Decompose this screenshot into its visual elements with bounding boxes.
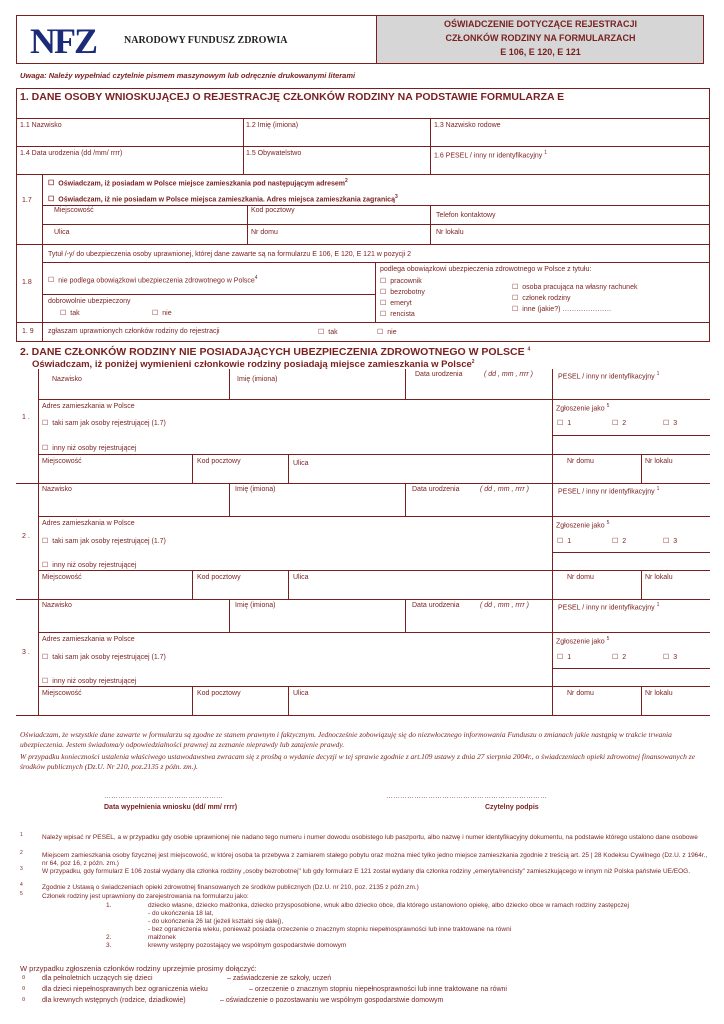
- divider: [641, 570, 642, 599]
- section2-declaration-text: Oświadczam, iż poniżej wymienieni członkowie rodziny posiadają miejsce zamieszkania w Polsce: [32, 359, 472, 371]
- zgloszenie-opt-2[interactable]: [612, 419, 626, 427]
- inny-text: inny niż osoby rejestrującej: [52, 445, 137, 452]
- divider: [288, 686, 289, 715]
- zgloszenie-label: [556, 403, 609, 412]
- checkbox[interactable]: ☐: [612, 538, 619, 545]
- nie-label: nie: [387, 329, 397, 336]
- divider: [641, 686, 642, 715]
- section2-heading: [20, 346, 530, 358]
- section2-declaration: [32, 359, 475, 370]
- checkbox[interactable]: ☐: [557, 420, 564, 427]
- checkbox[interactable]: ☐: [380, 289, 387, 296]
- ulica-label: Ulica: [293, 574, 309, 581]
- checkbox[interactable]: ☐: [42, 654, 49, 661]
- footnote-4: Zgodnie z Ustawą o świadczeniach opieki zdrowotnej finansowanych ze środków publicznych (Dz.U. nr 210, poz. 2135 z późn.zm.): [42, 884, 419, 891]
- divider: [552, 686, 710, 687]
- inny-option[interactable]: [42, 561, 136, 569]
- sign-dots[interactable]: ……………………………………………………………: [386, 793, 547, 800]
- checkbox[interactable]: ☐: [380, 311, 387, 318]
- pesel-text: PESEL / inny nr identyfikacyjny: [558, 604, 655, 612]
- divider: [552, 599, 553, 715]
- footnote-5: Członek rodziny jest uprawniony do zarejestrowania na formularzu jako:: [42, 893, 249, 900]
- divider: [641, 454, 642, 483]
- org-name: NARODOWY FUNDUSZ ZDROWIA: [124, 35, 288, 46]
- taki-sam-option[interactable]: [42, 653, 166, 661]
- checkbox[interactable]: ☐: [512, 284, 519, 291]
- divider: [16, 322, 710, 323]
- data-fmt-label: ( dd , mm , rrrr ): [484, 371, 533, 378]
- zgloszenie-opt-3[interactable]: [663, 537, 677, 545]
- opt-label: 1: [567, 538, 572, 545]
- data-fmt-label: ( dd , mm , rrrr ): [480, 486, 529, 493]
- divider: [42, 244, 43, 322]
- nfz-logo: NFZ: [30, 21, 96, 61]
- pesel-text: PESEL / inny nr identyfikacyjny: [558, 373, 655, 381]
- f11-label: 1.1 Nazwisko: [20, 122, 62, 129]
- f13-label: 1.3 Nazwisko rodowe: [434, 122, 501, 129]
- data-ur-label: Data urodzenia: [415, 371, 463, 378]
- divider: [192, 570, 193, 599]
- ulica-label: Ulica: [293, 460, 309, 467]
- checkbox[interactable]: ☐: [663, 538, 670, 545]
- nie-label: nie: [162, 310, 172, 317]
- taki-sam-text: taki sam jak osoby rejestrującej (1.7): [52, 654, 166, 661]
- tak-label: tak: [70, 310, 80, 317]
- divider: [42, 294, 375, 295]
- divider: [38, 483, 39, 599]
- divider: [192, 686, 193, 715]
- footnote-number: 2: [20, 850, 23, 856]
- fn5-item-number: 3.: [106, 942, 112, 949]
- zgloszenie-opt-1[interactable]: [557, 419, 571, 427]
- footnote-number: 1: [20, 832, 23, 838]
- pesel-label: [558, 602, 659, 611]
- divider: [288, 570, 289, 599]
- checkbox[interactable]: ☐: [380, 278, 387, 285]
- decl-residence-abroad-text: Oświadczam, iż nie posiadam w Polsce miejsca zamieszkania. Adres miejsca zamieszkania zagranicą: [58, 196, 395, 204]
- attach-what: – zaświadczenie ze szkoły, uczeń: [227, 975, 332, 982]
- opt-label: 2: [622, 420, 627, 427]
- fn5-item: dziecko własne, dziecko małżonka, dziecko przysposobione, wnuk albo dziecko obce, dla którego ustanowiono opiekę, albo dziecko obce w ramach rodziny zastępczej: [148, 902, 629, 909]
- fn5-item: - bez ograniczenia wieku, ponieważ posiada orzeczenie o znacznym stopniu niepełnosprawności lub inne traktowane na równi: [148, 926, 512, 933]
- date-dots[interactable]: ……………………………………………: [104, 793, 223, 800]
- decl-residence-pl[interactable]: [48, 178, 348, 187]
- fn5-item: krewny wstępny pozostający we wspólnym gospodarstwie domowym: [148, 942, 347, 949]
- voluntary-label: dobrowolnie ubezpieczony: [48, 298, 131, 305]
- data-ur-label: Data urodzenia: [412, 486, 460, 493]
- zgloszenie-opt-3[interactable]: [663, 419, 677, 427]
- checkbox[interactable]: ☐: [152, 310, 159, 317]
- divider: [38, 599, 39, 715]
- footnote-ref: 1: [544, 150, 548, 156]
- opt-rencista[interactable]: [380, 310, 415, 318]
- checkbox[interactable]: ☐: [557, 538, 564, 545]
- kod-label: Kod pocztowy: [197, 690, 241, 697]
- divider: [229, 369, 230, 399]
- opt-label: 1: [567, 420, 572, 427]
- checkbox[interactable]: ☐: [512, 306, 519, 313]
- inny-text: inny niż osoby rejestrującej: [52, 562, 137, 569]
- divider: [42, 322, 43, 342]
- voluntary-tak[interactable]: [60, 309, 80, 317]
- fn5-item: - do ukończenia 26 lat (jeżeli kształci się dalej),: [148, 918, 284, 925]
- bullet-icon: ¤: [22, 986, 26, 992]
- form-title-line-3: E 106, E 120, E 121: [500, 47, 581, 57]
- statement-legislation: W przypadku konieczności ustalenia właściwego ustawodawstwa zwracam się z prośbą o wydanie decyzji w tej sprawie zgodnie z art.109 ustawy z dnia 27 sierpnia 2004r., o świadczeniach opieki zdrowotnej finansowanych ze środków publicznych (Dz.U. Nr 210, poz.2135 z późn. zm.).: [20, 752, 696, 771]
- checkbox[interactable]: ☐: [377, 329, 384, 336]
- fn5-item: - do ukończenia 18 lat,: [148, 910, 214, 917]
- footnote-2: Miejscem zamieszkania osoby fizycznej jest miejscowość, w której osoba ta przebywa z zamiarem stałego pobytu oraz można mieć tylko jedno miejsce zamieszkania zgodnie z treścią art. 25 | 28 Kodeksu Cywilnego (Dz.U. z 1964r., nr 64, poz 16, z późn. zm.): [42, 852, 708, 867]
- checkbox[interactable]: ☐: [557, 654, 564, 661]
- zgloszenie-text: Zgłoszenie jako: [556, 522, 605, 530]
- footnote-number: 3: [20, 866, 23, 872]
- divider: [42, 205, 710, 206]
- opt-czlonek-rodziny[interactable]: [512, 294, 571, 302]
- footnote-ref: 1: [656, 371, 660, 377]
- divider: [552, 570, 710, 571]
- zgloszenie-label: [556, 636, 609, 645]
- taki-sam-text: taki sam jak osoby rejestrującej (1.7): [52, 538, 166, 545]
- section1-heading: 1. DANE OSOBY WNIOSKUJĄCEJ O REJESTRACJĘ CZŁONKÓW RODZINY NA PODSTAWIE FORMULARZA E: [20, 91, 565, 103]
- nazwisko-label: Nazwisko: [52, 376, 82, 383]
- footnote-ref: 1: [656, 602, 660, 608]
- row-number: 2 .: [22, 533, 30, 540]
- zgloszenie-label: [556, 520, 609, 529]
- divider: [229, 599, 230, 632]
- miejscowosc-label: Miejscowość: [42, 690, 82, 697]
- nr-domu-label: Nr domu: [567, 458, 594, 465]
- adres-label: Adres zamieszkania w Polsce: [42, 636, 135, 643]
- opt-inne-text: inne (jakie?) …………………: [522, 306, 612, 313]
- imie-label: Imię (imiona): [235, 602, 276, 609]
- row-number: 3 .: [22, 649, 30, 656]
- zgloszenie-text: Zgłoszenie jako: [556, 638, 605, 646]
- zgloszenie-text: Zgłoszenie jako: [556, 405, 605, 413]
- ulica-label: Ulica: [293, 690, 309, 697]
- bullet-icon: ¤: [22, 975, 26, 981]
- footnote-ref: 2: [471, 359, 475, 365]
- opt-wlasny-rachunek[interactable]: [512, 283, 637, 291]
- zgloszenie-opt-1[interactable]: [557, 653, 571, 661]
- checkbox[interactable]: ☐: [663, 654, 670, 661]
- attach-who: dla pełnoletnich uczących się dzieci: [42, 975, 153, 982]
- divider: [16, 146, 710, 147]
- nr-lokalu-label: Nr lokalu: [645, 574, 673, 581]
- nr-domu-label: Nr domu: [251, 229, 278, 236]
- divider: [38, 454, 552, 455]
- footnote-1: Należy wpisać nr PESEL, a w przypadku gdy osobie uprawnionej nie nadano tego numeru i numer dowodu osobistego lub paszportu, albo nazwę i numer identyfikacyjny dokumentu, na podstawie którego ustalono dane osobowe: [42, 834, 698, 841]
- checkbox[interactable]: ☐: [42, 538, 49, 545]
- data-ur-label: Data urodzenia: [412, 602, 460, 609]
- divider: [38, 516, 710, 517]
- opt-label: 2: [622, 538, 627, 545]
- data-fmt-label: ( dd , mm , rrrr ): [480, 602, 529, 609]
- miejscowosc-label: Miejscowość: [42, 458, 82, 465]
- divider: [38, 369, 39, 483]
- divider: [552, 435, 710, 436]
- opt-wlasny-text: osoba pracująca na własny rachunek: [522, 284, 638, 291]
- bullet-icon: ¤: [22, 997, 26, 1003]
- checkbox[interactable]: ☐: [42, 562, 49, 569]
- divider: [552, 369, 553, 483]
- opt-emeryt[interactable]: [380, 299, 412, 307]
- divider: [16, 483, 710, 484]
- attach-intro: W przypadku zgłoszenia członków rodziny uprzejmie prosimy dołączyć:: [20, 964, 257, 973]
- kod-label: Kod pocztowy: [197, 458, 241, 465]
- divider: [16, 244, 710, 245]
- zgloszenie-opt-1[interactable]: [557, 537, 571, 545]
- imie-label: Imię (imiona): [235, 486, 276, 493]
- divider: [16, 118, 710, 119]
- f18-number: 1.8: [22, 279, 32, 286]
- form-title-line-1: OŚWIADCZENIE DOTYCZĄCE REJESTRACJI: [443, 19, 638, 29]
- opt-emeryt-text: emeryt: [390, 300, 412, 307]
- footnote-ref: 5: [606, 520, 610, 526]
- decl-residence-abroad[interactable]: [48, 194, 398, 203]
- nr-lokalu-label: Nr lokalu: [436, 229, 464, 236]
- pesel-text: PESEL / inny nr identyfikacyjny: [558, 488, 655, 496]
- row-number: 1 .: [22, 414, 30, 421]
- divider: [288, 454, 289, 483]
- tak-label: tak: [328, 329, 338, 336]
- divider: [16, 599, 710, 600]
- miejscowosc-label: Miejscowość: [42, 574, 82, 581]
- kod-label: Kod pocztowy: [197, 574, 241, 581]
- taki-sam-option[interactable]: [42, 419, 166, 427]
- nr-domu-label: Nr domu: [567, 574, 594, 581]
- fn5-item-number: 2.: [106, 934, 112, 941]
- sign-label: Czytelny podpis: [485, 804, 539, 811]
- divider: [42, 262, 710, 263]
- divider: [42, 174, 43, 244]
- opt-label: 2: [622, 654, 627, 661]
- opt-bezrobotny-text: bezrobotny: [390, 289, 425, 296]
- checkbox[interactable]: ☐: [42, 445, 49, 452]
- divider: [405, 599, 406, 632]
- attach-what: – oświadczenie o pozostawaniu we wspólnym gospodarstwie domowym: [220, 997, 444, 1004]
- checkbox[interactable]: ☐: [612, 420, 619, 427]
- inny-option[interactable]: [42, 677, 136, 685]
- zgloszenie-opt-3[interactable]: [663, 653, 677, 661]
- pesel-label: [558, 371, 659, 380]
- ulica-label: Ulica: [54, 229, 70, 236]
- f12-label: 1.2 Imię (imiona): [246, 122, 299, 129]
- checkbox[interactable]: ☐: [663, 420, 670, 427]
- kod-label: Kod pocztowy: [251, 207, 295, 214]
- miejscowosc-label: Miejscowość: [54, 207, 94, 214]
- f14-label: 1.4 Data urodzenia (dd /mm/ rrrr): [20, 150, 123, 157]
- adres-label: Adres zamieszkania w Polsce: [42, 403, 135, 410]
- form-title-line-2: CZŁONKÓW RODZINY NA FORMULARZACH: [445, 33, 636, 43]
- divider: [229, 483, 230, 516]
- inny-text: inny niż osoby rejestrującej: [52, 678, 137, 685]
- divider: [38, 686, 552, 687]
- insurance-title-line: Tytuł /-y/ do ubezpieczenia osoby uprawnionej, której dane zawarte są na formularzu E 106, E 120, E 121 w pozycji 2: [48, 251, 412, 258]
- divider: [405, 369, 406, 399]
- imie-label: Imię (imiona): [237, 376, 278, 383]
- obliged-label: podlega obowiązkowi ubezpieczenia zdrowotnego w Polsce z tytułu:: [380, 266, 592, 273]
- footnote-ref: 4: [254, 275, 258, 281]
- f16-label: [434, 150, 547, 159]
- divider: [192, 454, 193, 483]
- reported-label: zgłaszam uprawnionych członków rodziny do rejestracji: [48, 328, 220, 335]
- fn5-item-number: 1.: [106, 902, 112, 909]
- divider: [38, 632, 710, 633]
- divider: [38, 570, 552, 571]
- telefon-label: Telefon kontaktowy: [436, 212, 496, 219]
- opt-inne[interactable]: [512, 305, 611, 313]
- f15-label: 1.5 Obywatelstwo: [246, 150, 302, 157]
- f19-number: 1. 9: [22, 328, 34, 335]
- opt-bezrobotny[interactable]: [380, 288, 425, 296]
- pesel-label: [558, 486, 659, 495]
- opt-label: 3: [673, 538, 678, 545]
- footnote-number: 5: [20, 891, 23, 897]
- divider: [552, 552, 710, 553]
- divider: [38, 399, 710, 400]
- divider: [552, 668, 710, 669]
- checkbox[interactable]: ☐: [612, 654, 619, 661]
- date-label: Data wypełnienia wniosku (dd/ mm/ rrrr): [104, 804, 238, 811]
- reported-nie[interactable]: [377, 328, 397, 336]
- zgloszenie-opt-2[interactable]: [612, 537, 626, 545]
- divider: [16, 174, 710, 175]
- attach-who: dla dzieci niepełnosprawnych bez ograniczenia wieku: [42, 986, 208, 993]
- footnote-ref: 1: [656, 486, 660, 492]
- divider: [405, 483, 406, 516]
- opt-pracownik[interactable]: [380, 277, 422, 285]
- zgloszenie-opt-2[interactable]: [612, 653, 626, 661]
- nr-domu-label: Nr domu: [567, 690, 594, 697]
- f16-text: 1.6 PESEL / inny nr identyfikacyjny: [434, 152, 543, 160]
- voluntary-nie[interactable]: [152, 309, 172, 317]
- statement-truth: Oświadczam, że wszystkie dane zawarte w formularzu są zgodne ze stanem prawnym i faktycznym. Jednocześnie zobowiązuję się do niezwłocznego informowania Funduszu o zmianach jakie nastąpią w trakcie trwania ubezpieczenia. Jestem świadoma/y odpowiedzialności prawnej za zeznanie nieprawdy lub zatajenie prawdy.: [20, 730, 672, 749]
- divider: [375, 262, 376, 322]
- footnote-ref: 4: [527, 346, 531, 353]
- not-obliged-option[interactable]: [48, 275, 258, 284]
- f17-number: 1.7: [22, 197, 32, 204]
- decl-residence-pl-text: Oświadczam, iż posiadam w Polsce miejsce zamieszkania pod następującym adresem: [58, 180, 346, 188]
- nr-lokalu-label: Nr lokalu: [645, 458, 673, 465]
- divider: [552, 454, 710, 455]
- taki-sam-text: taki sam jak osoby rejestrującej (1.7): [52, 420, 166, 427]
- footnote-ref: 5: [606, 636, 610, 642]
- inny-option[interactable]: [42, 444, 136, 452]
- nr-lokalu-label: Nr lokalu: [645, 690, 673, 697]
- opt-czlonek-text: członek rodziny: [522, 295, 571, 302]
- nazwisko-label: Nazwisko: [42, 486, 72, 493]
- adres-label: Adres zamieszkania w Polsce: [42, 520, 135, 527]
- checkbox[interactable]: ☐: [48, 180, 55, 188]
- not-obliged-text: nie podlega obowiązkowi ubezpieczenia zdrowotnego w Polsce: [58, 277, 255, 285]
- attach-what: – orzeczenie o znacznym stopniu niepełnosprawności lub inne traktowane na równi: [249, 986, 507, 993]
- reported-tak[interactable]: [318, 328, 338, 336]
- checkbox[interactable]: ☐: [42, 420, 49, 427]
- checkbox[interactable]: ☐: [48, 196, 55, 204]
- checkbox[interactable]: ☐: [48, 277, 55, 285]
- taki-sam-option[interactable]: [42, 537, 166, 545]
- divider: [16, 715, 710, 716]
- fill-notice: Uwaga: Należy wypełniać czytelnie pismem maszynowym lub odręcznie drukowanymi literami: [20, 71, 356, 80]
- checkbox[interactable]: ☐: [60, 310, 67, 317]
- opt-label: 1: [567, 654, 572, 661]
- opt-label: 3: [673, 654, 678, 661]
- checkbox[interactable]: ☐: [318, 329, 325, 336]
- divider: [552, 483, 553, 599]
- footnote-number: 4: [20, 882, 23, 888]
- opt-pracownik-text: pracownik: [390, 278, 422, 285]
- nazwisko-label: Nazwisko: [42, 602, 72, 609]
- opt-rencista-text: rencista: [390, 311, 415, 318]
- divider: [42, 224, 710, 225]
- checkbox[interactable]: ☐: [380, 300, 387, 307]
- footnote-ref: 2: [345, 178, 348, 184]
- section2-heading-text: 2. DANE CZŁONKÓW RODZINY NIE POSIADAJĄCYCH UBEZPIECZENIA ZDROWOTNEGO W POLSCE: [20, 346, 525, 358]
- fn5-item: małżonek: [148, 934, 176, 941]
- attach-who: dla krewnych wstępnych (rodzice, dziadkowie): [42, 997, 186, 1004]
- footnote-3: W przypadku, gdy formularz E 106 został wydany dla członka rodziny „osoby bezrobotnej" lub gdy formularz E 121 został wydany dla członka rodziny „emeryta/rencisty" zamieszkującego w innym niż Polska państwie UE/EOG.: [42, 868, 691, 875]
- footnote-ref: 3: [394, 194, 398, 200]
- opt-label: 3: [673, 420, 678, 427]
- checkbox[interactable]: ☐: [42, 678, 49, 685]
- checkbox[interactable]: ☐: [512, 295, 519, 302]
- footnote-ref: 5: [606, 403, 610, 409]
